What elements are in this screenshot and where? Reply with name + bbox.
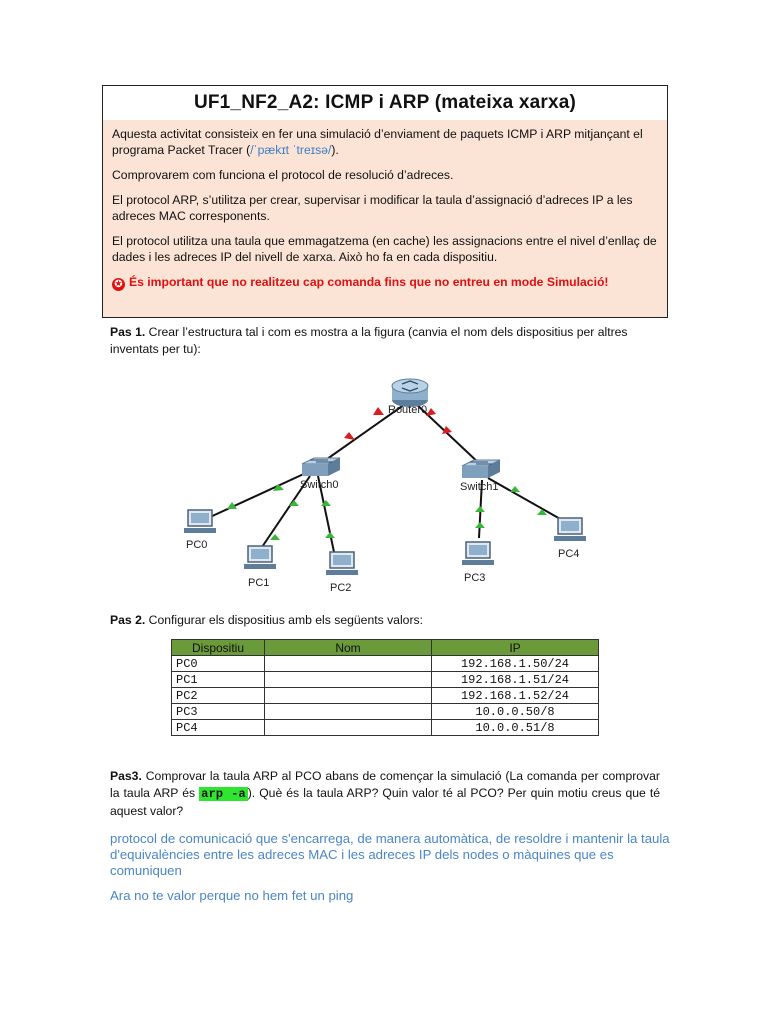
- table-header-row: [172, 640, 599, 656]
- pc4-icon: [554, 518, 586, 541]
- pc1-icon: [244, 546, 276, 569]
- link-status-up-marker: [475, 522, 485, 528]
- router-label: Router0: [388, 404, 428, 416]
- step-3-label: Pas3.: [110, 769, 142, 783]
- step-2-text: Configurar els dispositius amb els següents valors:: [145, 613, 423, 627]
- name-cell[interactable]: [265, 672, 432, 688]
- step-3: [110, 768, 660, 820]
- switch0-label: Switch0: [300, 479, 339, 491]
- name-cell[interactable]: [265, 704, 432, 720]
- step-3-text-end: ). Què és la taula ARP? Quin valor té al PCO? Per quin motiu creus que té aquest valor?: [110, 786, 661, 818]
- pc4-label: PC4: [558, 548, 580, 560]
- activity-box: [102, 85, 668, 318]
- intro-paragraph-4: El protocol utilitza una taula que emmagatzema (en cache) les assignacions entre el nivel d’enllaç de dades i les adreces IP del nivell de xarxa. Això ho fa en cada dispositiu.: [112, 234, 657, 264]
- step-3-text: Comprovar la taula ARP al PCO abans de començar la simulació (La comanda per comprovar la taula ARP és: [110, 769, 660, 800]
- intro-paragraph-2: Comprovarem com funciona el protocol de resolució d’adreces.: [112, 168, 454, 182]
- link-status-up-marker: [289, 500, 299, 506]
- answer-2[interactable]: Ara no te valor perque no hem fet un ping: [110, 888, 354, 903]
- warning-text: És important que no realitzeu cap comanda fins que no entreu en mode Simulació!: [129, 275, 609, 289]
- pc3-label: PC3: [464, 572, 486, 584]
- ip-cell: 10.0.0.50/8: [432, 704, 599, 720]
- ip-cell: 192.168.1.50/24: [432, 656, 599, 672]
- name-cell[interactable]: [265, 688, 432, 704]
- device-cell: PC1: [172, 672, 265, 688]
- pc0-label: PC0: [186, 539, 208, 551]
- name-cell[interactable]: [265, 656, 432, 672]
- answer-1[interactable]: protocol de comunicació que s'encarrega, de manera automàtica, de resoldre i mantenir la taula d'equivalències entre les adreces MAC i les adreces IP dels nodes o màquines que es comuniquen: [110, 831, 670, 878]
- intro-text: Aquesta activitat consisteix en fer una simulació d’enviament de paquets ICMP i ARP mitjançant el programa Packet Tracer (: [112, 127, 643, 157]
- phonetic-link[interactable]: /ˈpækɪt ˈtreɪsə/: [250, 143, 332, 157]
- table-row: [172, 688, 599, 704]
- table-row: [172, 720, 599, 736]
- intro-body: [103, 120, 667, 317]
- link-status-down-marker: [426, 408, 436, 416]
- header-ip: IP: [432, 640, 599, 656]
- device-cell: PC2: [172, 688, 265, 704]
- page-title: UF1_NF2_A2: ICMP i ARP (mateixa xarxa): [103, 86, 667, 120]
- intro-text-end: ).: [331, 143, 339, 157]
- warning-line: [112, 274, 660, 291]
- pc2-icon: [326, 552, 358, 575]
- device-cell: PC4: [172, 720, 265, 736]
- step-1-text: Crear l’estructura tal i com es mostra a la figura (canvia el nom dels dispositius per altres inventats per tu):: [110, 325, 628, 356]
- header-name: Nom: [265, 640, 432, 656]
- table-row: [172, 656, 599, 672]
- ip-cell: 192.168.1.52/24: [432, 688, 599, 704]
- pc2-label: PC2: [330, 582, 352, 594]
- step-2-label: Pas 2.: [110, 613, 146, 627]
- link-switch1-pc4: [488, 478, 562, 520]
- intro-paragraph-3: El protocol ARP, s’utilitza per crear, supervisar i modificar la taula d’assignació d’adreces IP a les adreces MAC corresponents.: [112, 193, 633, 223]
- link-status-down-marker: [373, 407, 384, 415]
- switch1-icon: [462, 460, 500, 478]
- device-cell: PC3: [172, 704, 265, 720]
- step-1: [110, 324, 660, 358]
- star-warning-icon: ✪: [112, 278, 125, 291]
- switch1-label: Switch1: [460, 481, 499, 493]
- link-status-up-marker: [325, 532, 335, 538]
- name-cell[interactable]: [265, 720, 432, 736]
- arp-command-code: arp -a: [201, 787, 246, 801]
- intro-paragraph-1: [112, 126, 660, 158]
- table-row: [172, 704, 599, 720]
- pc0-icon: [184, 510, 216, 533]
- config-table: [171, 639, 599, 736]
- router-icon: [392, 379, 428, 407]
- step-1-label: Pas 1.: [110, 325, 146, 339]
- step-2: [110, 612, 660, 629]
- network-diagram: [170, 372, 620, 602]
- device-cell: PC0: [172, 656, 265, 672]
- ip-cell: 10.0.0.51/8: [432, 720, 599, 736]
- header-device: Dispositiu: [172, 640, 265, 656]
- table-row: [172, 672, 599, 688]
- pc1-label: PC1: [248, 577, 270, 589]
- link-status-up-marker: [270, 534, 280, 540]
- link-switch0-pc0: [208, 472, 308, 518]
- link-status-down-marker: [344, 432, 355, 440]
- link-status-up-marker: [510, 486, 520, 492]
- ip-cell: 192.168.1.51/24: [432, 672, 599, 688]
- pc3-icon: [462, 542, 494, 565]
- switch0-icon: [302, 458, 340, 476]
- link-status-up-marker: [475, 506, 485, 512]
